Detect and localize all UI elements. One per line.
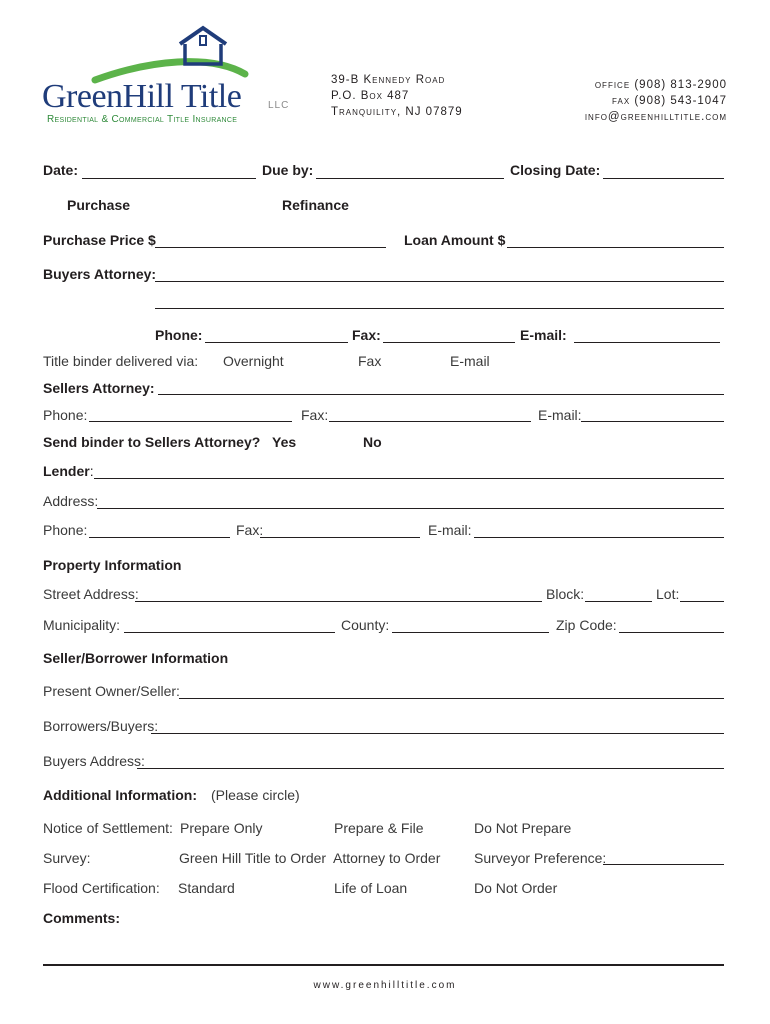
send-binder-yes[interactable]: Yes: [272, 434, 297, 450]
flood-do-not-order[interactable]: Do Not Order: [474, 880, 558, 896]
lender-fax-field[interactable]: [260, 537, 420, 538]
office-phone: office (908) 813-2900: [594, 79, 727, 91]
binder-email-option[interactable]: E-mail: [450, 353, 490, 369]
date-label: Date:: [43, 162, 79, 178]
block-label: Block:: [546, 586, 585, 602]
binder-overnight-option[interactable]: Overnight: [223, 353, 284, 369]
lender-email-field[interactable]: [474, 537, 724, 538]
address-line-1: 39-B Kennedy Road: [331, 74, 446, 86]
binder-fax-option[interactable]: Fax: [358, 353, 382, 369]
zip-code-field[interactable]: [619, 632, 724, 633]
present-owner-label: Present Owner/Seller:: [43, 683, 180, 699]
surveyor-pref-field[interactable]: [603, 864, 724, 865]
municipality-label: Municipality:: [43, 617, 121, 633]
footer-rule: [43, 964, 724, 966]
fax-number: fax (908) 543-1047: [612, 95, 727, 107]
footer-url[interactable]: www.greenhilltitle.com: [313, 980, 457, 991]
buyers-attorney-field[interactable]: [155, 281, 724, 282]
brand-name: GreenHill Title: [42, 78, 242, 115]
present-owner-field[interactable]: [179, 698, 724, 699]
brand-llc: LLC: [268, 100, 290, 111]
borrowers-field[interactable]: [151, 733, 724, 734]
borrowers-label: Borrowers/Buyers:: [43, 718, 159, 734]
survey-atty-order[interactable]: Attorney to Order: [333, 850, 441, 866]
county-label: County:: [341, 617, 390, 633]
refinance-option[interactable]: Refinance: [282, 197, 349, 213]
buyers-attorney-label: Buyers Attorney:: [43, 266, 157, 282]
sellers-email-label: E-mail:: [538, 407, 582, 423]
survey-label: Survey:: [43, 850, 91, 866]
notice-label: Notice of Settlement:: [43, 820, 173, 836]
municipality-field[interactable]: [124, 632, 335, 633]
send-binder-label: Send binder to Sellers Attorney?: [43, 434, 261, 450]
sellers-attorney-field[interactable]: [158, 394, 724, 395]
sellers-phone-field[interactable]: [89, 421, 292, 422]
buyers-attorney-field-2[interactable]: [155, 308, 724, 309]
loan-amount-field[interactable]: [507, 247, 724, 248]
buyers-address-label: Buyers Address:: [43, 753, 145, 769]
lender-label: Lender:: [43, 463, 94, 479]
lot-label: Lot:: [656, 586, 680, 602]
lot-field[interactable]: [680, 601, 724, 602]
due-by-label: Due by:: [262, 162, 314, 178]
buyers-email-field[interactable]: [574, 342, 720, 343]
purchase-price-field[interactable]: [155, 247, 386, 248]
address-line-3: Tranquility, NJ 07879: [331, 106, 463, 118]
buyers-address-field[interactable]: [137, 768, 724, 769]
buyers-email-label: E-mail:: [520, 327, 567, 343]
purchase-option[interactable]: Purchase: [67, 197, 131, 213]
additional-info-heading: Additional Information:: [43, 787, 197, 803]
contact-email: info@greenhilltitle.com: [584, 111, 727, 123]
notice-prepare-only[interactable]: Prepare Only: [180, 820, 263, 836]
binder-via-label: Title binder delivered via:: [43, 353, 199, 369]
sellers-email-field[interactable]: [581, 421, 724, 422]
closing-date-field[interactable]: [603, 178, 724, 179]
lender-address-field[interactable]: [97, 508, 724, 509]
flood-label: Flood Certification:: [43, 880, 160, 896]
comments-label: Comments:: [43, 910, 121, 926]
due-by-field[interactable]: [316, 178, 504, 179]
seller-info-heading: Seller/Borrower Information: [43, 650, 229, 666]
county-field[interactable]: [392, 632, 549, 633]
buyers-fax-label: Fax:: [352, 327, 381, 343]
lender-email-label: E-mail:: [428, 522, 472, 538]
lender-fax-label: Fax:: [236, 522, 264, 538]
brand-tagline: Residential & Commercial Title Insurance: [47, 114, 238, 125]
lender-address-label: Address:: [43, 493, 99, 509]
date-field[interactable]: [82, 178, 256, 179]
zip-code-label: Zip Code:: [556, 617, 617, 633]
address-line-2: P.O. Box 487: [331, 90, 410, 102]
buyers-phone-label: Phone:: [155, 327, 203, 343]
please-circle-note: (Please circle): [211, 787, 300, 803]
street-address-label: Street Address:: [43, 586, 139, 602]
sellers-fax-label: Fax:: [301, 407, 329, 423]
send-binder-no[interactable]: No: [363, 434, 382, 450]
block-field[interactable]: [585, 601, 652, 602]
lender-phone-label: Phone:: [43, 522, 88, 538]
flood-standard[interactable]: Standard: [178, 880, 235, 896]
purchase-price-label: Purchase Price $: [43, 232, 156, 248]
property-info-heading: Property Information: [43, 557, 182, 573]
closing-date-label: Closing Date:: [510, 162, 601, 178]
notice-do-not-prepare[interactable]: Do Not Prepare: [474, 820, 572, 836]
surveyor-pref-label: Surveyor Preference:: [474, 850, 607, 866]
street-address-field[interactable]: [135, 601, 542, 602]
flood-life-of-loan[interactable]: Life of Loan: [334, 880, 408, 896]
buyers-phone-field[interactable]: [205, 342, 348, 343]
loan-amount-label: Loan Amount $: [404, 232, 506, 248]
sellers-attorney-label: Sellers Attorney:: [43, 380, 155, 396]
lender-field[interactable]: [94, 478, 724, 479]
sellers-phone-label: Phone:: [43, 407, 88, 423]
buyers-fax-field[interactable]: [383, 342, 515, 343]
sellers-fax-field[interactable]: [329, 421, 531, 422]
survey-gh-order[interactable]: Green Hill Title to Order: [179, 850, 327, 866]
lender-phone-field[interactable]: [89, 537, 230, 538]
notice-prepare-file[interactable]: Prepare & File: [334, 820, 424, 836]
